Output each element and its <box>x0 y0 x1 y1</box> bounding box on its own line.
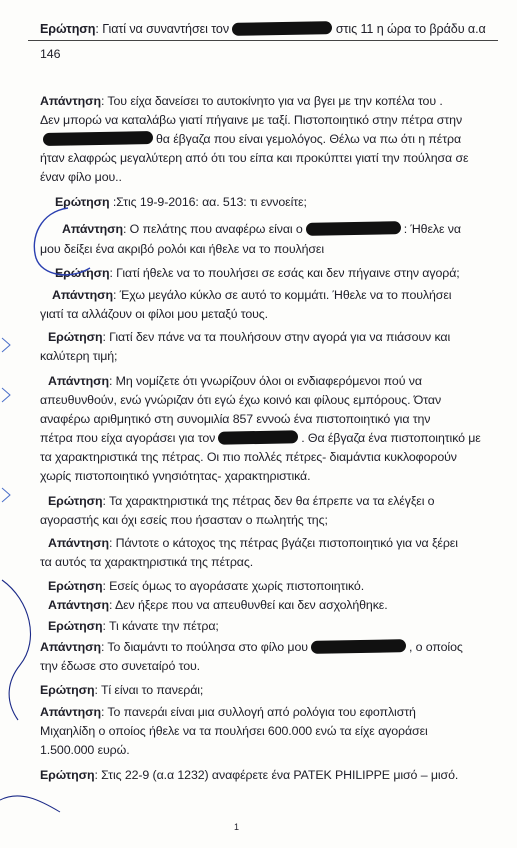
redaction-mark <box>43 131 153 146</box>
speaker-label: Απάντηση <box>48 536 109 550</box>
speaker-label: Ερώτηση <box>40 683 95 697</box>
speaker-label: Ερώτηση <box>48 494 103 508</box>
transcript-line <box>40 431 481 446</box>
transcript-line <box>40 113 462 128</box>
line-text: πέτρα που είχα αγοράσει για τον <box>40 431 216 445</box>
speaker-label: Ερώτηση <box>55 195 110 209</box>
transcript-line <box>40 170 122 185</box>
line-text: ήταν ελαφρώς μεγαλύτερη από ότι του είπα και προκύπτει γιατί την πούλησα σε <box>40 151 469 165</box>
line-text: έναν φίλο μου.. <box>40 170 122 184</box>
line-text: Μιχαηλίδη ο οποίος ήθελε να τα πουλήσει 600.000 ενώ τα είχε αγοράσει <box>40 724 428 738</box>
speaker-label: Απάντηση <box>52 288 113 302</box>
redaction-mark <box>232 21 332 36</box>
speaker-label: Απάντηση <box>40 94 101 108</box>
transcript-line <box>40 555 253 570</box>
line-text: , ο οποίος <box>408 640 463 654</box>
transcript-line <box>40 132 461 147</box>
line-text: απευθυνθούν, ενώ γνώριζαν ότι εγώ έχω κοινό και φίλους εμπόρους. Όταν <box>40 393 442 407</box>
line-text: : Τα χαρακτηριστικά της πέτρας δεν θα έπρεπε να τα ελέγξει ο <box>102 494 435 508</box>
transcript-line <box>40 412 430 427</box>
transcript-line <box>52 288 451 303</box>
line-text: . Θα έβγαζα ένα πιστοποιητικό με <box>301 431 481 445</box>
line-text: :Στις 19-9-2016: αα. 513: τι εννοείτε; <box>109 195 307 209</box>
line-text: : Τι κάνατε την πέτρα; <box>102 619 219 633</box>
transcript-line <box>40 450 457 465</box>
transcript-line <box>62 222 461 237</box>
line-text: χωρίς πιστοποιητικό γνησιότητας- χαρακτηριστικά. <box>40 469 311 483</box>
transcript-line <box>48 374 422 389</box>
line-text: : Πάντοτε ο κάτοχος της πέτρας βγάζει πιστοποιητικό για να ξέρει <box>108 536 458 550</box>
line-text: : Το διαμάντι το πούλησα στο φίλο μου <box>100 640 308 654</box>
transcript-line <box>40 513 328 528</box>
line-text: : Τί είναι το πανεράι; <box>94 683 204 697</box>
line-text: : Γιατί δεν πάνε να τα πουλήσουν στην αγορά για να πιάσουν και <box>102 330 451 344</box>
line-text: : Γιατί ήθελε να το πουλήσει σε εσάς και δεν πήγαινε στην αγορά; <box>109 266 460 280</box>
speaker-label: Ερώτηση <box>55 266 110 280</box>
pen-scribble-mark-2 <box>0 796 60 812</box>
line-text: : Το πανεράι είναι μια συλλογή από ρολόγια του εφοπλιστή <box>100 705 416 719</box>
line-text: μου δείξει ένα ακριβό ρολόι και ήθελε να το πουλήσει <box>40 242 325 256</box>
speaker-label: Απάντηση <box>40 640 101 654</box>
transcript-line <box>40 683 203 698</box>
transcript-line <box>48 494 434 509</box>
line-text: 1.500.000 ευρώ. <box>40 743 130 757</box>
header-question-text: : Γιατί να συναντήσει τον <box>95 22 230 36</box>
line-text: αγοραστής και όχι εσείς που ήσασταν ο πωλητής της; <box>40 513 328 527</box>
line-text: γιατί τα αλλάζουν οι φίλοι μου μεταξύ τους. <box>40 307 269 321</box>
transcript-line <box>40 743 130 758</box>
transcript-line <box>40 151 468 166</box>
line-text: : Εσείς όμως το αγοράσατε χωρίς πιστοποιητικό. <box>102 579 365 593</box>
transcript-line <box>55 195 307 210</box>
speaker-label: Απάντηση <box>62 222 123 236</box>
transcript-line <box>40 640 463 655</box>
edge-marker-left-2 <box>2 388 10 402</box>
line-text: : Έχω μεγάλο κύκλο σε αυτό το κομμάτι. Ήθελε να το πουλήσει <box>112 288 452 302</box>
header-question-text-end: στις 11 η ώρα το βράδυ α.α <box>335 22 486 36</box>
transcript-line <box>48 330 450 345</box>
line-text: : Ήθελε να <box>403 222 461 236</box>
transcript-line <box>40 307 268 322</box>
edge-marker-left-1 <box>2 338 10 352</box>
redaction-mark <box>218 430 298 444</box>
speaker-label: Απάντηση <box>48 598 109 612</box>
transcript-line <box>40 94 443 109</box>
speaker-label: Απάντηση <box>48 374 109 388</box>
transcript-line <box>48 536 458 551</box>
line-text: τα αυτός τα χαρακτηριστικά της πέτρας. <box>40 555 254 569</box>
header-question <box>40 22 486 37</box>
transcript-line <box>40 242 324 257</box>
transcript-line <box>48 598 388 613</box>
speaker-label: Ερώτηση <box>40 768 95 782</box>
page-number: 1 <box>234 822 239 832</box>
speaker-label: Ερώτηση <box>48 579 103 593</box>
transcript-line <box>40 768 458 783</box>
speaker-label: Απάντηση <box>40 705 101 719</box>
transcript-line <box>40 724 428 739</box>
line-text: Δεν μπορώ να καταλάβω γιατί πήγαινε με ταξί. Πιστοποιητικό στην πέτρα στην <box>40 113 463 127</box>
line-text: καλύτερη τιμή; <box>40 349 118 363</box>
line-text: θα έβγαζα που είναι γεμολόγος. Θέλω να πω ότι η πέτρα <box>156 132 462 146</box>
line-text: : Στις 22-9 (α.α 1232) αναφέρετε ένα PATEK PHILIPPE μισό – μισό. <box>94 768 459 782</box>
transcript-line <box>40 393 441 408</box>
transcript-line <box>55 266 460 281</box>
line-text: : Ο πελάτης που αναφέρω είναι ο <box>122 222 303 236</box>
transcript-line <box>40 469 310 484</box>
transcript-line <box>40 705 416 720</box>
line-text: τα χαρακτηριστικά της πέτρας. Οι πιο πολλές πέτρες- διαμάντια κυκλοφορούν <box>40 450 457 464</box>
redaction-mark <box>311 639 406 654</box>
transcript-line <box>48 619 219 634</box>
transcript-line <box>48 579 364 594</box>
line-text: αναφέρω αριθμητικό στη συνομιλία 857 εννοώ ένα πιστοποιητικό για την <box>40 412 431 426</box>
transcript-line <box>40 659 200 674</box>
header-divider <box>28 40 498 41</box>
pen-scribble-mark <box>2 580 30 720</box>
line-text: : Μη νομίζετε ότι γνωρίζουν όλοι οι ενδιαφερόμενοι πού να <box>108 374 422 388</box>
edge-marker-left-3 <box>2 488 10 502</box>
transcript-line <box>40 349 117 364</box>
line-text: : Δεν ήξερε που να απευθυνθεί και δεν ασχολήθηκε. <box>108 598 388 612</box>
header-reference-number: 146 <box>40 47 61 61</box>
speaker-label: Ερώτηση <box>48 619 103 633</box>
redaction-mark <box>306 221 401 236</box>
speaker-label: Ερώτηση <box>48 330 103 344</box>
line-text: : Του είχα δανείσει το αυτοκίνητο για να βγει με την κοπέλα του . <box>100 94 443 108</box>
line-text: την έδωσε στο συνεταίρό του. <box>40 659 201 673</box>
header-question-label: Ερώτηση <box>40 22 96 36</box>
